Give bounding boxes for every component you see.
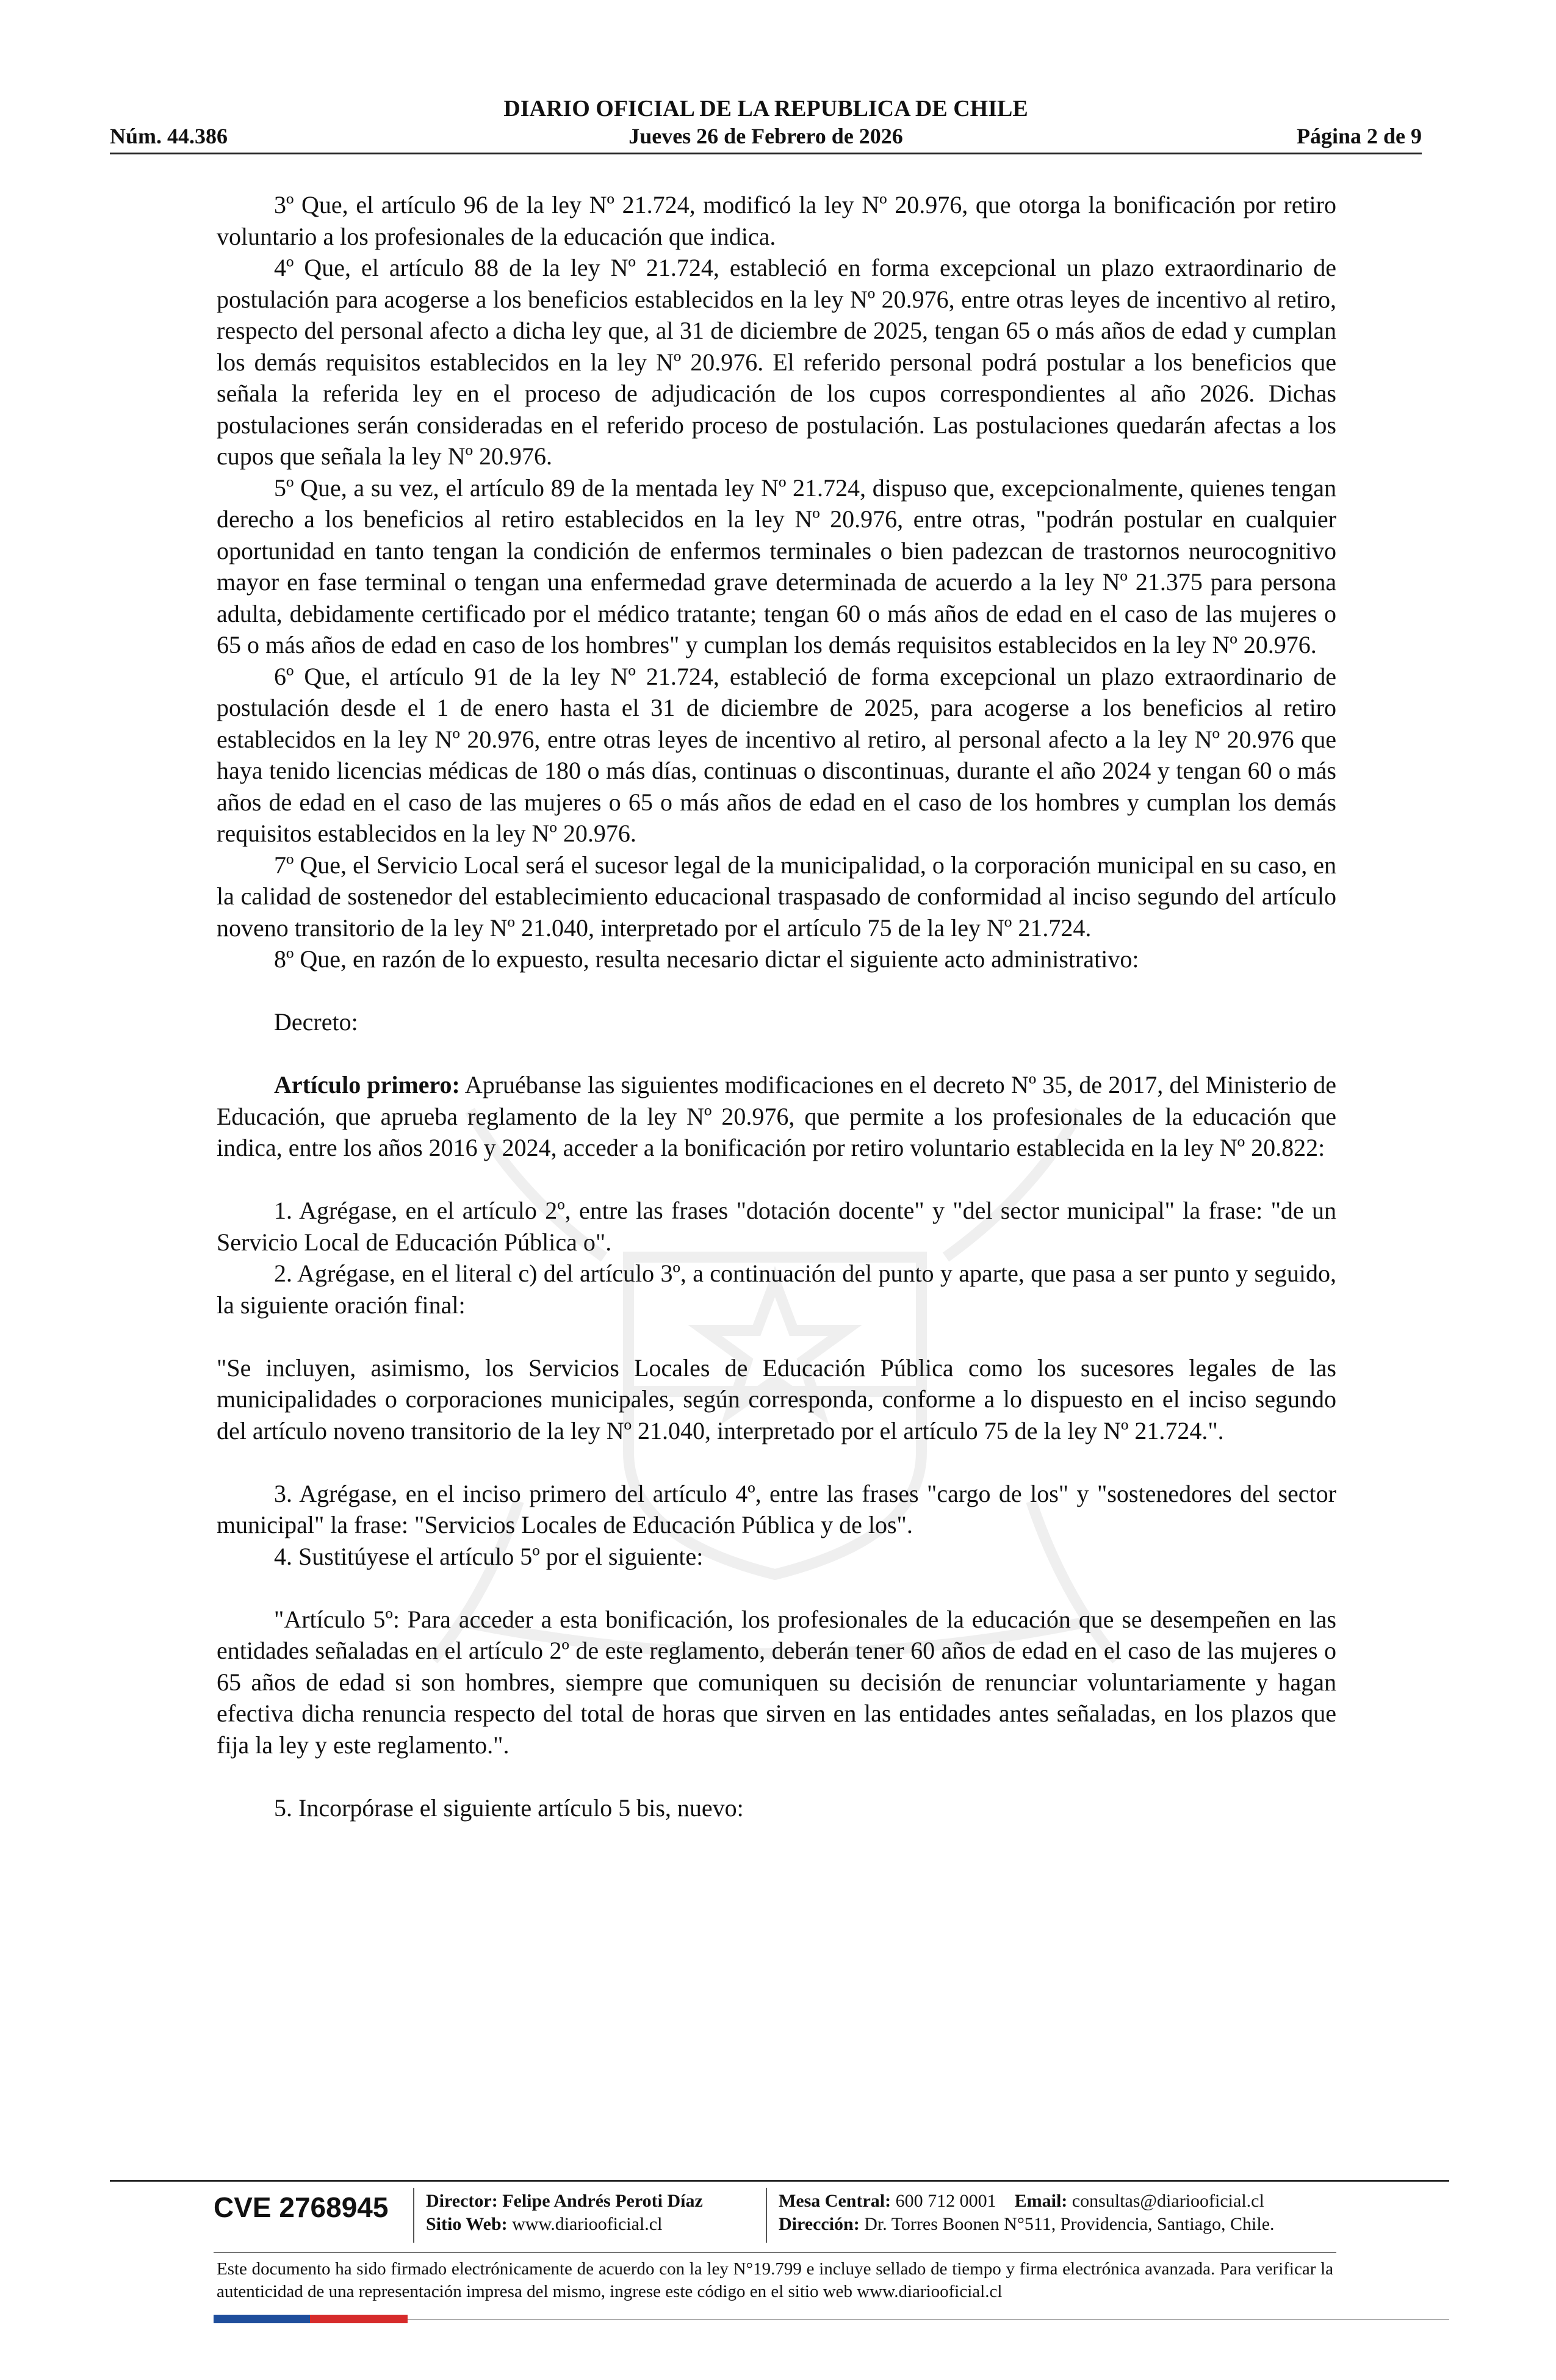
newspaper-title: DIARIO OFICIAL DE LA REPUBLICA DE CHILE — [503, 96, 1028, 121]
amendment-item-1: 1. Agrégase, en el artículo 2º, entre las frases "dotación docente" y "del sector municipal" la frase: "de un Servicio Local de Educación Pública o". — [217, 1197, 1336, 1256]
phone-label: Mesa Central: — [779, 2191, 891, 2211]
flag-bar-blue — [214, 2315, 310, 2323]
footer-divider — [214, 2252, 1336, 2253]
cve-code: CVE 2768945 — [214, 2191, 389, 2223]
footer-divider — [408, 2319, 1449, 2320]
phone-number: 600 712 0001 — [891, 2191, 996, 2211]
director-name: Felipe Andrés Peroti Díaz — [497, 2191, 703, 2211]
paragraph-considerando-5: 5º Que, a su vez, el artículo 89 de la mentada ley Nº 21.724, dispuso que, excepcionalmente, quienes tengan derecho a los beneficios al retiro establecidos en la ley Nº 20.976, entre otras, "podrán postular en cualquier oportunidad en tanto tengan la condición de enfermos terminales o bien padezcan de trastornos neurocognitivo mayor en fase terminal o tengan una enfermedad grave determinada de acuerdo a la ley Nº 21.375 para persona adulta, debidamente certificado por el médico tratante; tengan 60 o más años de edad en el caso de las mujeres o 65 o más años de edad en caso de los hombres" y cumplan los demás requisitos establecidos en la ley Nº 20.976. — [217, 474, 1336, 658]
footer-director-block — [426, 2190, 703, 2236]
paragraph-considerando-6: 6º Que, el artículo 91 de la ley Nº 21.724, estableció de forma excepcional un plazo extraordinario de postulación desde el 1 de enero hasta el 31 de diciembre de 2025, para acogerse a los beneficios al retiro establecidos en la ley Nº 20.976, entre otras leyes de incentivo al retiro, al personal afecto a la ley Nº 20.976 que haya tenido licencias médicas de 180 o más días, continuas o discontinuas, durante el año 2024 y tengan 60 o más años de edad en el caso de las mujeres o 65 o más años de edad en el caso de los hombres y cumplan los demás requisitos establecidos en la ley Nº 20.976. — [217, 662, 1336, 847]
address-label: Dirección: — [779, 2214, 860, 2234]
website-link[interactable]: www.diariooficial.cl — [507, 2214, 663, 2234]
issue-date: Jueves 26 de Febrero de 2026 — [629, 124, 903, 148]
header-divider — [110, 153, 1422, 154]
director-label: Director: — [426, 2191, 498, 2211]
decreto-heading: Decreto: — [274, 1008, 358, 1036]
footer-contact-block — [779, 2190, 1275, 2236]
email-label: Email: — [1014, 2191, 1068, 2211]
amendment-quote-2: "Se incluyen, asimismo, los Servicios Locales de Educación Pública como los sucesores legales de las municipalidades o corporaciones municipales, según corresponda, conforme a lo dispuesto en el inciso segundo del artículo noveno transitorio de la ley Nº 21.040, interpretado por el artículo 75 de la ley Nº 21.724.". — [217, 1354, 1336, 1444]
article-first — [217, 1069, 1336, 1164]
address-text: Dr. Torres Boonen N°511, Providencia, Santiago, Chile. — [859, 2214, 1275, 2234]
paragraph-considerando-4: 4º Que, el artículo 88 de la ley Nº 21.724, estableció en forma excepcional un plazo extraordinario de postulación para acogerse a los beneficios establecidos en la ley Nº 20.976, entre otras leyes de incentivo al retiro, respecto del personal afecto a dicha ley que, al 31 de diciembre de 2025, tengan 65 o más años de edad y cumplan los demás requisitos establecidos en la ley Nº 20.976. El referido personal podrá postular a los beneficios que señala la referida ley en el proceso de adjudicación de los cupos correspondientes al año 2026. Dichas postulaciones serán consideradas en el referido proceso de postulación. Las postulaciones quedarán afectas a los cupos que señala la ley Nº 20.976. — [217, 254, 1336, 470]
email-link[interactable]: consultas@diariooficial.cl — [1067, 2191, 1264, 2211]
website-label: Sitio Web: — [426, 2214, 508, 2234]
flag-bar-red — [310, 2315, 408, 2323]
footer-divider — [110, 2180, 1449, 2182]
amendment-item-5: 5. Incorpórase el siguiente artículo 5 bis, nuevo: — [274, 1794, 744, 1822]
issue-number: Núm. 44.386 — [110, 124, 228, 148]
amendment-quote-4: "Artículo 5º: Para acceder a esta bonificación, los profesionales de la educación que se desempeñen en las entidades señaladas en el artículo 2º de este reglamento, deberán tener 60 años de edad en el caso de las mujeres o 65 años de edad si son hombres, siempre que comuniquen su decisión de renunciar voluntariamente y hagan efectiva dicha renuncia respecto del total de horas que sirven en las entidades antes señaladas, en los plazos que fija la ley y este reglamento.". — [217, 1605, 1336, 1759]
article-first-label: Artículo primero: — [274, 1071, 460, 1098]
article-first-text: Apruébanse las siguientes modificaciones en el decreto Nº 35, de 2017, del Ministerio de Educación, que aprueba reglamento de la ley Nº 20.976, que permite a los profesionales de la educación que indica, entre los años 2016 y 2024, acceder a la bonificación por retiro voluntario establecida en la ley Nº 20.822: — [217, 1071, 1336, 1161]
paragraph-considerando-3: 3º Que, el artículo 96 de la ley Nº 21.724, modificó la ley Nº 20.976, que otorga la bonificación por retiro voluntario a los profesionales de la educación que indica. — [217, 191, 1336, 250]
flag-color-bar — [214, 2315, 408, 2323]
paragraph-considerando-8: 8º Que, en razón de lo expuesto, resulta necesario dictar el siguiente acto administrativo: — [274, 945, 1139, 973]
footer-separator — [413, 2188, 414, 2243]
electronic-signature-notice: Este documento ha sido firmado electrónicamente de acuerdo con la ley N°19.799 e incluye sellado de tiempo y firma electrónica avanzada. Para verificar la autenticidad de una representación impresa del mismo, ingrese este código en el sitio web www.diariooficial.cl — [217, 2259, 1333, 2301]
amendment-item-4: 4. Sustitúyese el artículo 5º por el siguiente: — [274, 1542, 704, 1570]
amendment-item-3: 3. Agrégase, en el inciso primero del artículo 4º, entre las frases "cargo de los" y "sostenedores del sector municipal" la frase: "Servicios Locales de Educación Pública y de los". — [217, 1479, 1336, 1538]
page-number: Página 2 de 9 — [1296, 124, 1422, 148]
page-header — [110, 92, 1422, 159]
amendment-item-2: 2. Agrégase, en el literal c) del artículo 3º, a continuación del punto y aparte, que pasa a ser punto y seguido, la siguiente oración final: — [217, 1260, 1336, 1319]
document-body — [217, 189, 1336, 1823]
footer-separator — [766, 2188, 767, 2243]
paragraph-considerando-7: 7º Que, el Servicio Local será el sucesor legal de la municipalidad, o la corporación municipal en su caso, en la calidad de sostenedor del establecimiento educacional traspasado de conformidad al inciso segundo del artículo noveno transitorio de la ley Nº 21.040, interpretado por el artículo 75 de la ley Nº 21.724. — [217, 851, 1336, 942]
